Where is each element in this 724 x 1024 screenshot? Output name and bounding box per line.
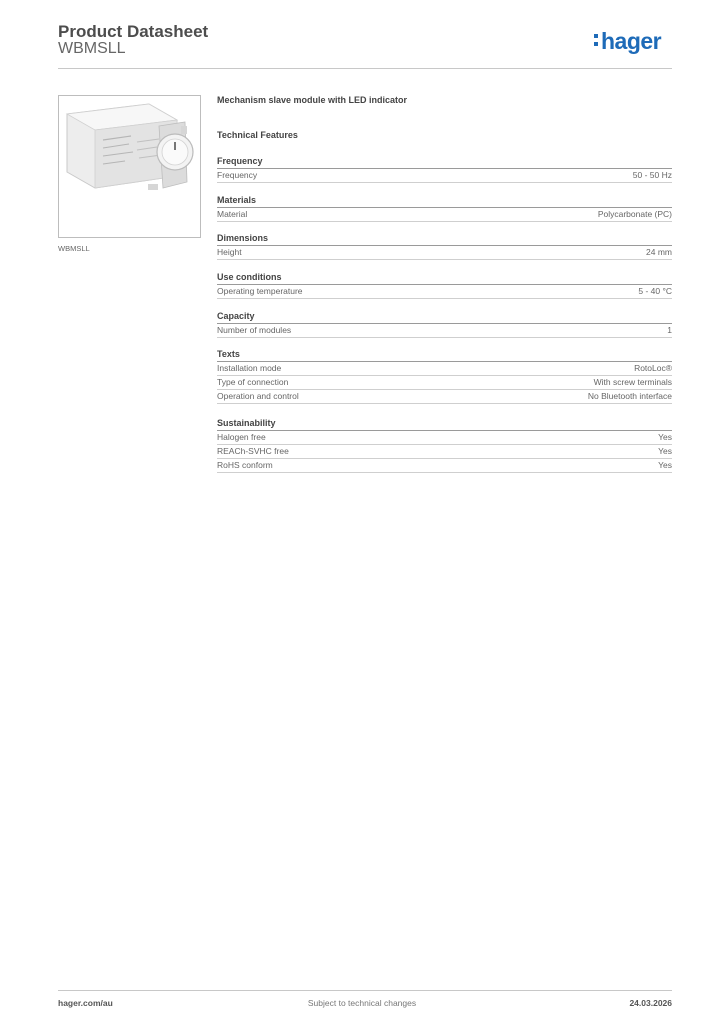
group-sustainability — [217, 418, 672, 473]
row-value: Polycarbonate (PC) — [597, 209, 672, 219]
group-title: Texts — [217, 349, 672, 362]
group-title: Use conditions — [217, 272, 672, 285]
group-title: Dimensions — [217, 233, 672, 246]
product-code: WBMSLL — [58, 40, 126, 57]
row-value: 24 mm — [646, 247, 672, 257]
row-label: Number of modules — [217, 325, 292, 335]
row-value: With screw terminals — [593, 377, 672, 387]
logo-colon-icon — [594, 34, 599, 50]
product-module-icon — [59, 96, 200, 237]
group-capacity — [217, 311, 672, 338]
footer-date: 24.03.2026 — [629, 998, 672, 1008]
row-value: 5 - 40 °C — [638, 286, 672, 296]
group-title: Sustainability — [217, 418, 672, 431]
row-label: Halogen free — [217, 432, 266, 442]
row-label: RoHS conform — [217, 460, 273, 470]
footer-notice: Subject to technical changes — [307, 998, 417, 1008]
row-label: Type of connection — [217, 377, 289, 387]
footer-divider — [58, 990, 672, 991]
table-row — [217, 169, 672, 183]
row-label: Operation and control — [217, 391, 299, 401]
footer-website-link[interactable]: hager.com/au — [58, 998, 113, 1008]
row-value: 1 — [667, 325, 672, 335]
table-row — [217, 208, 672, 222]
product-description: Mechanism slave module with LED indicator — [217, 95, 408, 105]
table-row — [217, 390, 672, 404]
row-label: REACh-SVHC free — [217, 446, 289, 456]
row-label: Height — [217, 247, 242, 257]
row-label: Material — [217, 209, 248, 219]
group-dimensions — [217, 233, 672, 260]
table-row — [217, 445, 672, 459]
table-row — [217, 285, 672, 299]
row-label: Frequency — [217, 170, 258, 180]
group-title: Frequency — [217, 156, 672, 169]
row-label: Operating temperature — [217, 286, 303, 296]
row-value: Yes — [658, 460, 672, 470]
row-value: Yes — [658, 432, 672, 442]
product-image — [58, 95, 201, 238]
table-row — [217, 376, 672, 390]
table-row — [217, 324, 672, 338]
row-value: Yes — [658, 446, 672, 456]
row-label: Installation mode — [217, 363, 282, 373]
row-value: RotoLoc® — [634, 363, 672, 373]
table-row — [217, 362, 672, 376]
table-row — [217, 246, 672, 260]
row-value: 50 - 50 Hz — [632, 170, 672, 180]
group-frequency — [217, 156, 672, 183]
group-materials — [217, 195, 672, 222]
group-title: Capacity — [217, 311, 672, 324]
header-divider — [58, 68, 672, 69]
group-title: Materials — [217, 195, 672, 208]
page-title: Product Datasheet — [58, 22, 209, 41]
section-title: Technical Features — [217, 130, 298, 140]
group-texts — [217, 349, 672, 404]
row-value: No Bluetooth interface — [587, 391, 672, 401]
group-use-conditions — [217, 272, 672, 299]
table-row — [217, 431, 672, 445]
table-row — [217, 459, 672, 473]
logo-text: hager — [601, 28, 662, 54]
hager-logo[interactable] — [594, 28, 661, 55]
image-caption: WBMSLL — [58, 244, 90, 253]
